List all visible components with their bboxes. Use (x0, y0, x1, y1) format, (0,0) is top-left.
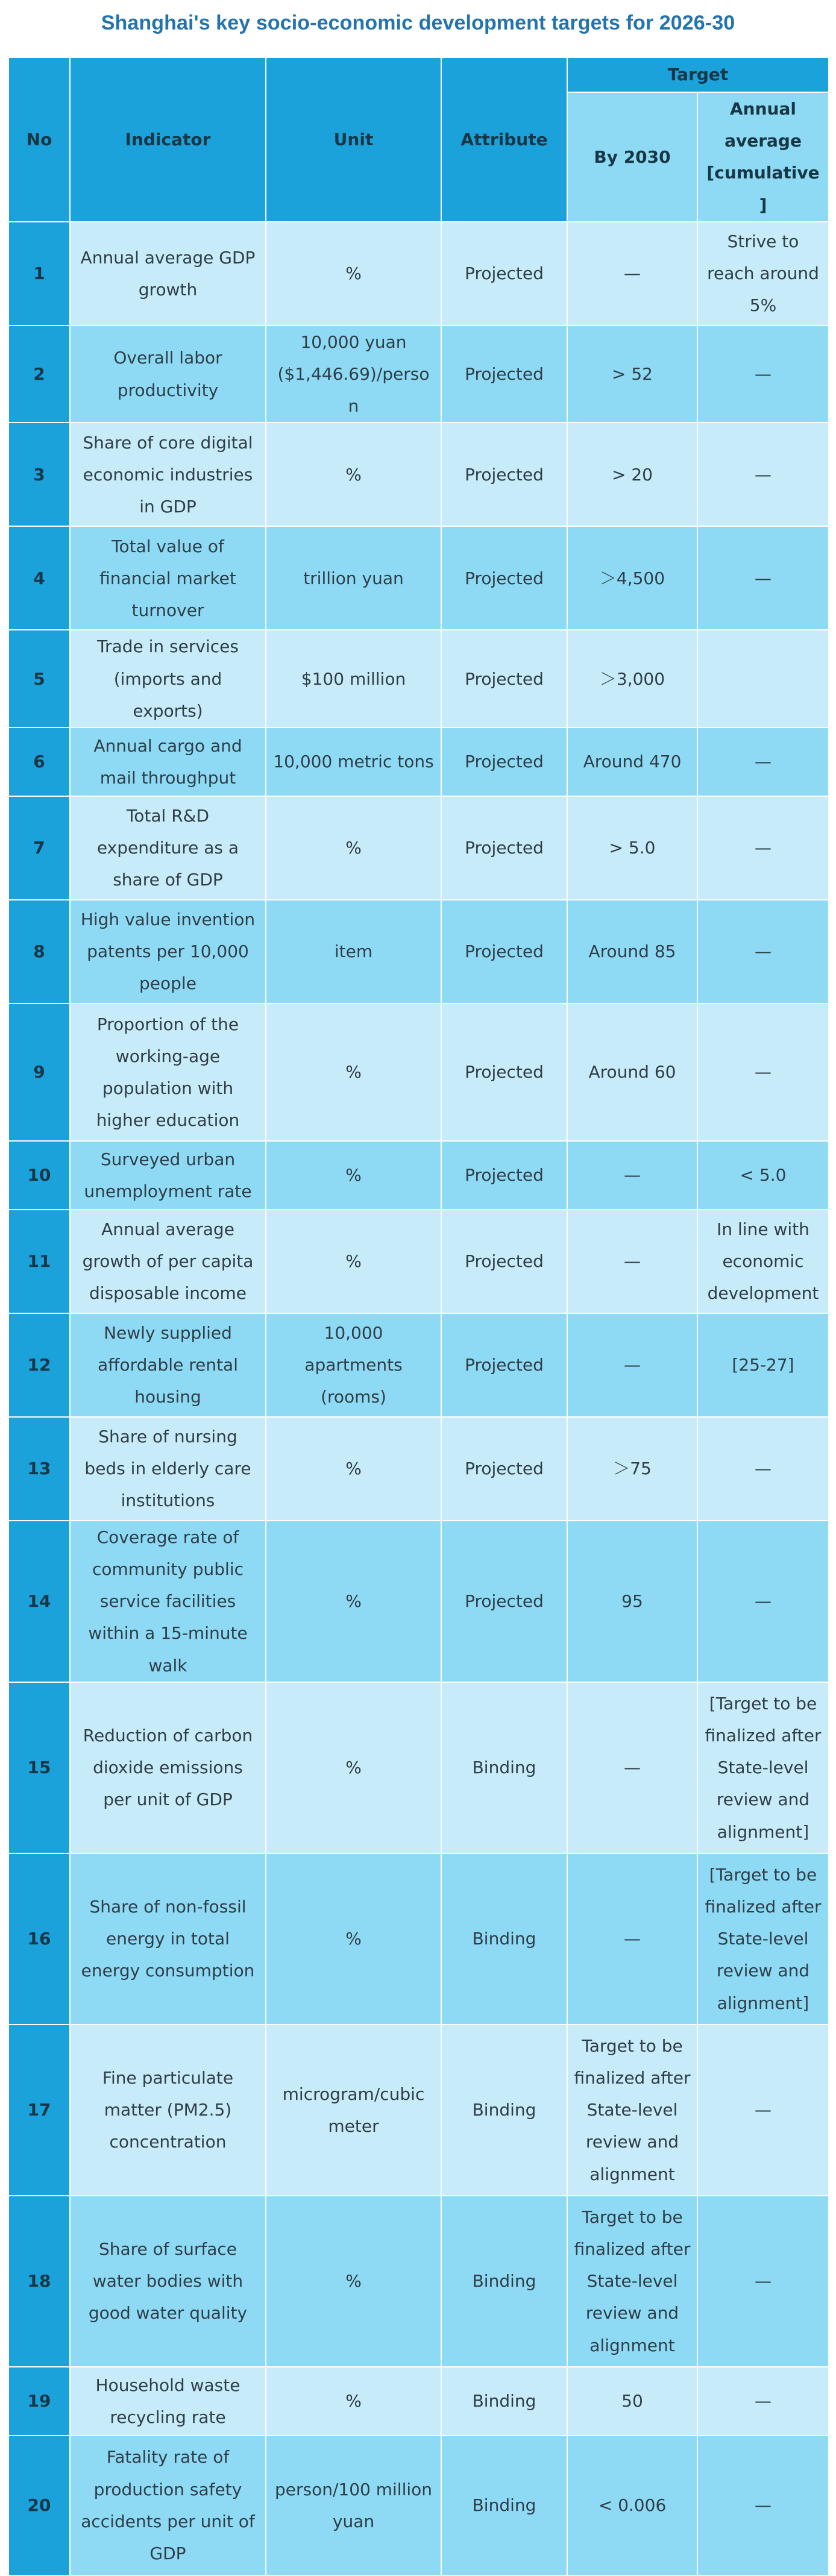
indicator-cell: Total value of financial market turnover (70, 526, 266, 630)
row-number: 5 (8, 630, 70, 727)
header-annual-average: Annual average [cumulative] (697, 92, 829, 222)
target-2030-cell: < 0.006 (567, 2436, 697, 2575)
unit-cell: % (266, 2367, 441, 2436)
indicator-cell: Annual average growth of per capita disposable income (70, 1210, 266, 1313)
header-by-2030: By 2030 (567, 92, 697, 222)
table-row (8, 222, 829, 325)
target-2030-cell: > 20 (567, 423, 697, 526)
target-2030-cell: — (567, 1141, 697, 1210)
unit-cell: % (266, 2196, 441, 2367)
attribute-cell: Projected (441, 630, 567, 727)
attribute-cell: Projected (441, 325, 567, 423)
unit-cell: 10,000 apartments (rooms) (266, 1313, 441, 1417)
indicator-cell: High value invention patents per 10,000 people (70, 900, 266, 1004)
annual-average-cell: < 5.0 (697, 1141, 829, 1210)
annual-average-cell: — (697, 2367, 829, 2436)
row-number: 14 (8, 1521, 70, 1682)
annual-average-cell: — (697, 1417, 829, 1521)
table-row (8, 1313, 829, 1417)
table-row (8, 1417, 829, 1521)
attribute-cell: Binding (441, 2436, 567, 2575)
row-number: 15 (8, 1682, 70, 1853)
target-2030-cell: ＞4,500 (567, 526, 697, 630)
indicator-cell: Reduction of carbon dioxide emissions per unit of GDP (70, 1682, 266, 1853)
annual-average-cell: — (697, 1521, 829, 1682)
row-number: 20 (8, 2436, 70, 2575)
annual-average-cell (697, 630, 829, 727)
unit-cell: % (266, 423, 441, 526)
unit-cell: % (266, 1141, 441, 1210)
attribute-cell: Projected (441, 727, 567, 796)
indicator-cell: Surveyed urban unemployment rate (70, 1141, 266, 1210)
table-row (8, 1004, 829, 1141)
annual-average-cell: — (697, 2196, 829, 2367)
attribute-cell: Projected (441, 1210, 567, 1313)
unit-cell: 10,000 yuan ($1,446.69)/person (266, 325, 441, 423)
unit-cell: $100 million (266, 630, 441, 727)
unit-cell: % (266, 1521, 441, 1682)
target-2030-cell: Around 60 (567, 1004, 697, 1141)
row-number: 1 (8, 222, 70, 325)
table-row (8, 325, 829, 423)
target-2030-cell: Target to be finalized after State-level review and alignment (567, 2196, 697, 2367)
unit-cell: 10,000 metric tons (266, 727, 441, 796)
table-row (8, 1853, 829, 2025)
attribute-cell: Projected (441, 1417, 567, 1521)
attribute-cell: Binding (441, 2367, 567, 2436)
target-2030-cell: 95 (567, 1521, 697, 1682)
unit-cell: % (266, 1004, 441, 1141)
target-2030-cell: ＞3,000 (567, 630, 697, 727)
indicator-cell: Coverage rate of community public service facilities within a 15-minute walk (70, 1521, 266, 1682)
targets-table (8, 57, 829, 2576)
attribute-cell: Binding (441, 2196, 567, 2367)
target-2030-cell: — (567, 1853, 697, 2025)
target-2030-cell: Target to be finalized after State-level review and alignment (567, 2025, 697, 2196)
indicator-cell: Household waste recycling rate (70, 2367, 266, 2436)
table-row (8, 1141, 829, 1210)
annual-average-cell: In line with economic development (697, 1210, 829, 1313)
table-body (8, 222, 829, 2575)
annual-average-cell: — (697, 900, 829, 1004)
table-row (8, 630, 829, 727)
table-row (8, 526, 829, 630)
indicator-cell: Newly supplied affordable rental housing (70, 1313, 266, 1417)
annual-average-cell: — (697, 526, 829, 630)
indicator-cell: Fine particulate matter (PM2.5) concentration (70, 2025, 266, 2196)
target-2030-cell: ＞75 (567, 1417, 697, 1521)
header-no: No (8, 57, 70, 222)
unit-cell: % (266, 222, 441, 325)
page-title: Shanghai's key socio-economic development targets for 2026-30 (101, 11, 735, 34)
table-row (8, 796, 829, 900)
indicator-cell: Total R&D expenditure as a share of GDP (70, 796, 266, 900)
attribute-cell: Projected (441, 526, 567, 630)
target-2030-cell: — (567, 222, 697, 325)
annual-average-cell: — (697, 1004, 829, 1141)
row-number: 8 (8, 900, 70, 1004)
annual-average-cell: — (697, 325, 829, 423)
annual-average-cell: [Target to be finalized after State-level review and alignment] (697, 1682, 829, 1853)
unit-cell: trillion yuan (266, 526, 441, 630)
indicator-cell: Annual cargo and mail throughput (70, 727, 266, 796)
table-row (8, 727, 829, 796)
table-row (8, 1682, 829, 1853)
table-row (8, 2367, 829, 2436)
row-number: 11 (8, 1210, 70, 1313)
row-number: 12 (8, 1313, 70, 1417)
table-header (8, 57, 829, 222)
row-number: 2 (8, 325, 70, 423)
table-row (8, 423, 829, 526)
row-number: 10 (8, 1141, 70, 1210)
target-2030-cell: — (567, 1210, 697, 1313)
indicator-cell: Proportion of the working-age population with higher education (70, 1004, 266, 1141)
target-2030-cell: Around 470 (567, 727, 697, 796)
attribute-cell: Projected (441, 1004, 567, 1141)
table-row (8, 1210, 829, 1313)
table-row (8, 2196, 829, 2367)
header-unit: Unit (266, 57, 441, 222)
indicator-cell: Fatality rate of production safety accidents per unit of GDP (70, 2436, 266, 2575)
header-target: Target (567, 57, 829, 92)
attribute-cell: Projected (441, 222, 567, 325)
annual-average-cell: — (697, 796, 829, 900)
table-row (8, 2436, 829, 2575)
attribute-cell: Binding (441, 1682, 567, 1853)
row-number: 9 (8, 1004, 70, 1141)
header-row-top (8, 57, 829, 92)
target-2030-cell: > 5.0 (567, 796, 697, 900)
target-2030-cell: Around 85 (567, 900, 697, 1004)
row-number: 7 (8, 796, 70, 900)
row-number: 18 (8, 2196, 70, 2367)
unit-cell: item (266, 900, 441, 1004)
attribute-cell: Projected (441, 796, 567, 900)
table-row (8, 900, 829, 1004)
attribute-cell: Projected (441, 1521, 567, 1682)
indicator-cell: Trade in services (imports and exports) (70, 630, 266, 727)
row-number: 6 (8, 727, 70, 796)
attribute-cell: Projected (441, 1141, 567, 1210)
annual-average-cell: — (697, 423, 829, 526)
row-number: 16 (8, 1853, 70, 2025)
indicator-cell: Share of surface water bodies with good water quality (70, 2196, 266, 2367)
indicator-cell: Annual average GDP growth (70, 222, 266, 325)
indicator-cell: Share of non-fossil energy in total energy consumption (70, 1853, 266, 2025)
target-2030-cell: — (567, 1682, 697, 1853)
row-number: 13 (8, 1417, 70, 1521)
annual-average-cell: [Target to be finalized after State-level review and alignment] (697, 1853, 829, 2025)
target-2030-cell: 50 (567, 2367, 697, 2436)
unit-cell: % (266, 796, 441, 900)
unit-cell: % (266, 1682, 441, 1853)
table-row (8, 2025, 829, 2196)
attribute-cell: Projected (441, 900, 567, 1004)
unit-cell: person/100 million yuan (266, 2436, 441, 2575)
attribute-cell: Projected (441, 423, 567, 526)
table-row (8, 1521, 829, 1682)
indicator-cell: Overall labor productivity (70, 325, 266, 423)
row-number: 17 (8, 2025, 70, 2196)
annual-average-cell: [25-27] (697, 1313, 829, 1417)
target-2030-cell: — (567, 1313, 697, 1417)
annual-average-cell: — (697, 2436, 829, 2575)
indicator-cell: Share of nursing beds in elderly care institutions (70, 1417, 266, 1521)
header-attribute: Attribute (441, 57, 567, 222)
row-number: 4 (8, 526, 70, 630)
attribute-cell: Projected (441, 1313, 567, 1417)
target-2030-cell: > 52 (567, 325, 697, 423)
annual-average-cell: Strive to reach around 5% (697, 222, 829, 325)
unit-cell: % (266, 1853, 441, 2025)
row-number: 19 (8, 2367, 70, 2436)
header-indicator: Indicator (70, 57, 266, 222)
unit-cell: microgram/cubic meter (266, 2025, 441, 2196)
unit-cell: % (266, 1417, 441, 1521)
indicator-cell: Share of core digital economic industries in GDP (70, 423, 266, 526)
annual-average-cell: — (697, 727, 829, 796)
unit-cell: % (266, 1210, 441, 1313)
attribute-cell: Binding (441, 1853, 567, 2025)
annual-average-cell: — (697, 2025, 829, 2196)
attribute-cell: Binding (441, 2025, 567, 2196)
table-container (8, 57, 828, 2563)
row-number: 3 (8, 423, 70, 526)
